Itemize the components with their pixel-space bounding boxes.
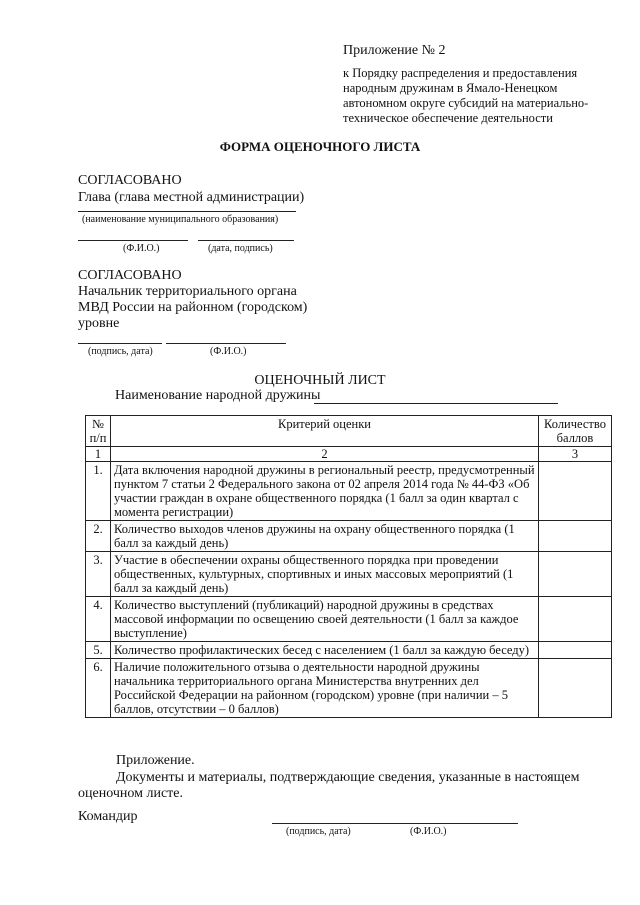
approval2-position: Начальник территориального органа МВД России на районном (городском) уровне [78,284,308,331]
approval1-date-line [198,240,294,241]
approval2-heading: СОГЛАСОВАНО [78,268,182,283]
approval1-position: Глава (глава местной администрации) [78,190,305,205]
table-row [86,552,612,597]
table-header-row [86,416,612,447]
druzhina-name-line [314,403,558,404]
table-row [86,521,612,552]
header-score: Количество баллов [539,416,612,447]
approval2-name-line [166,343,286,344]
row-criterion: Количество выступлений (публикаций) народной дружины в средствах массовой информации по освещению своей деятельности (1 балл за каждое выступление) [111,597,539,642]
index-cell: 1 [86,447,111,462]
row-num: 2. [86,521,111,552]
row-score-cell[interactable] [539,552,612,597]
row-score-cell[interactable] [539,462,612,521]
approval2-sign-line [78,343,162,344]
row-score-cell[interactable] [539,642,612,659]
row-criterion: Дата включения народной дружины в региональный реестр, предусмотренный пунктом 7 статьи 2 Федерального закона от 02 апреля 2014 года № 44-ФЗ «Об участии граждан в охране общественного порядка (1 балл за один квартал с момента регистрации) [111,462,539,521]
commander-caption-name: (Ф.И.О.) [410,826,447,837]
row-criterion: Наличие положительного отзыва о деятельности народной дружины начальника территориального органа Министерства внутренних дел Российской Федерации на районном (городском) уровне (при наличии – 5 баллов, отсутствии – 0 баллов) [111,659,539,718]
table-row [86,642,612,659]
attachment-text: Документы и материалы, подтверждающие сведения, указанные в настоящем оценочном листе. [78,770,580,801]
approval1-caption-name: (Ф.И.О.) [123,243,160,254]
approval2-caption-sign-date: (подпись, дата) [88,346,153,357]
druzhina-label: Наименование народной дружины [115,388,321,403]
approval1-municipality-line [78,211,296,212]
row-num: 6. [86,659,111,718]
commander-sign-line [272,823,518,824]
row-num: 1. [86,462,111,521]
approval1-heading: СОГЛАСОВАНО [78,173,182,188]
approval1-name-line [78,240,188,241]
header-num: № п/п [86,416,111,447]
attachment-label: Приложение. [116,753,195,768]
approval2-caption-name: (Ф.И.О.) [210,346,247,357]
commander-caption-sign-date: (подпись, дата) [286,826,351,837]
row-num: 5. [86,642,111,659]
row-score-cell[interactable] [539,597,612,642]
row-num: 4. [86,597,111,642]
row-score-cell[interactable] [539,659,612,718]
row-criterion: Количество выходов членов дружины на охрану общественного порядка (1 балл за каждый день) [111,521,539,552]
row-criterion: Количество профилактических бесед с населением (1 балл за каждую беседу) [111,642,539,659]
row-score-cell[interactable] [539,521,612,552]
row-criterion: Участие в обеспечении охраны общественного порядка при проведении общественных, культурных, спортивных и иных массовых мероприятий (1 балл за каждый день) [111,552,539,597]
table-row [86,462,612,521]
row-num: 3. [86,552,111,597]
appendix-description: к Порядку распределения и предоставления народным дружинам в Ямало-Ненецком автономном округе субсидий на материально-техническое обеспечение деятельности [343,66,589,125]
form-title: ФОРМА ОЦЕНОЧНОГО ЛИСТА [219,139,421,154]
commander-label: Командир [78,809,138,824]
approval1-caption-municipality: (наименование муниципального образования) [82,214,279,225]
header-criterion: Критерий оценки [111,416,539,447]
appendix-number: Приложение № 2 [343,43,446,58]
approval1-caption-date-sign: (дата, подпись) [208,243,273,254]
index-cell: 2 [111,447,539,462]
table-index-row [86,447,612,462]
index-cell: 3 [539,447,612,462]
table-row [86,659,612,718]
criteria-table [85,415,612,718]
table-row [86,597,612,642]
sheet-title: ОЦЕНОЧНЫЙ ЛИСТ [254,373,386,388]
